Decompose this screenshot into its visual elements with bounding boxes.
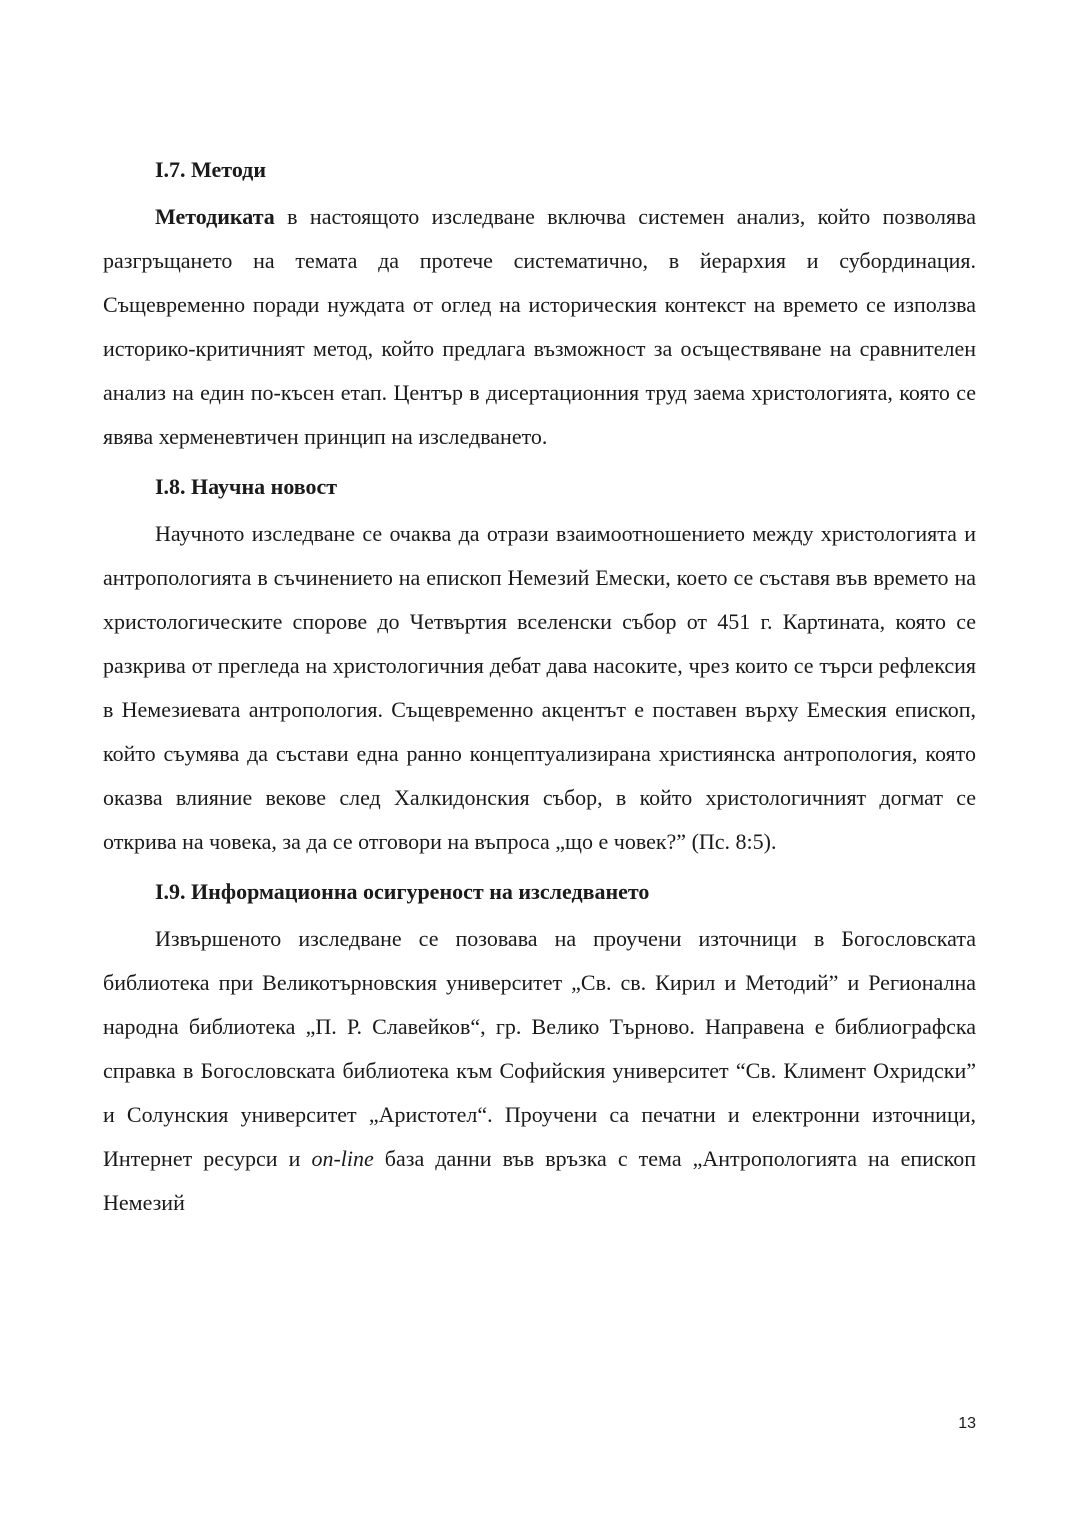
paragraph-text: Извършеното изследване се позовава на проучени източници в Богословската библиотека при Великотърновския университет „Св. св. Кирил и Методий” и Регионална народна библиотека „П. Р. Славейков“, гр. Велико Търново. Направена е библиографска справка в Богословската библиотека към Софийския университет “Св. Климент Охридски” и Солунския университет „Аристотел“. Проучени са печатни и електронни източници, Интернет ресурси и [103, 926, 976, 1171]
section-heading-novelty: I.8. Научна новост [155, 474, 338, 499]
section-heading-methods: I.7. Методи [155, 157, 266, 182]
italic-term: on-line [311, 1146, 374, 1171]
paragraph-novelty: Научното изследване се очаква да отрази взаимоотношението между христологията и антропологията в съчинението на епископ Немезий Емески, което се съставя във времето на христологическите спорове до Четвъртия вселенски събор от 451 г. Картината, която се разкрива от прегледа на христологичния дебат дава насоките, чрез които се търси рефлексия в Немезиевата антропология. Същевременно акцентът е поставен върху Емеския епископ, който съумява да състави една ранно концептуализирана християнска антропология, която оказва влияние векове след Халкидонския събор, в който христологичният догмат се открива на човека, за да се отговори на въпроса „що е човек?” (Пс. 8:5). [103, 521, 976, 854]
paragraph-text: в настоящото изследване включва системен анализ, който позволява разгръщането на темата да протече систематично, в йерархия и субординация. Същевременно поради нуждата от оглед на историческия контекст на времето се използва историко-критичният метод, който предлага възможност за осъществяване на сравнителен анализ на един по-късен етап. Център в дисертационния труд заема христологията, която се явява херменевтичен принцип на изследването. [103, 204, 976, 449]
page-number: 13 [958, 1415, 976, 1432]
paragraph-text: база данни във връзка с тема „Антропологията на епископ Немезий [103, 1146, 977, 1215]
lead-bold-term: Методиката [155, 204, 275, 229]
paragraph-methods [103, 195, 976, 459]
section-heading-information: I.9. Информационна осигуреност на изследването [155, 879, 650, 904]
document-page [103, 150, 976, 1233]
paragraph-information [103, 917, 976, 1225]
